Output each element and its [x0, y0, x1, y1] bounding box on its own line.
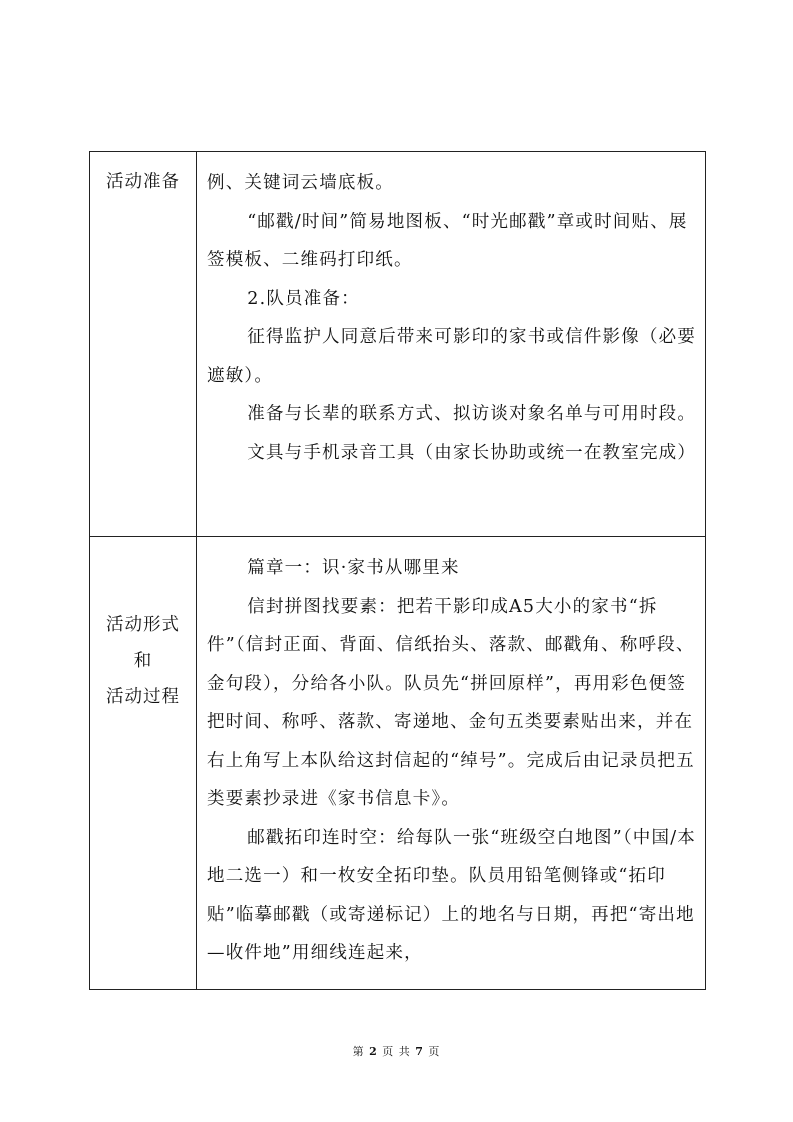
row-label-line: 活动过程 — [106, 687, 180, 707]
page-footer — [0, 1043, 793, 1059]
row-label-cell — [90, 152, 197, 537]
row-label-cell — [90, 537, 197, 990]
paragraph: 例、关键词云墙底板。 — [207, 173, 394, 193]
row-label: 活动准备 — [106, 172, 180, 192]
paragraph: 准备与长辈的联系方式、拟访谈对象名单与可用时段。 — [247, 404, 697, 424]
row-content-cell — [197, 537, 706, 990]
paragraph: “邮戳/时间”简易地图板、“时光邮戳”章或时间贴、展签模板、二维码打印纸。 — [207, 211, 688, 270]
paragraph: 邮戳拓印连时空：给每队一张“班级空白地图”（中国/本地二选一）和一枚安全拓印垫。队员用铅笔侧锋或“拓印贴”临摹邮戳（或寄递标记）上的地名与日期，再把“寄出地—收件地”用细线连起来， — [207, 827, 696, 963]
footer-page-number: 2 — [369, 1045, 378, 1058]
footer-suffix: 页 — [428, 1045, 441, 1058]
row-label-line: 活动形式 — [106, 615, 180, 635]
footer-prefix: 第 — [352, 1045, 365, 1058]
paragraph: 文具与手机录音工具（由家长协助或统一在教室完成） — [247, 442, 697, 463]
footer-middle: 页 共 — [382, 1045, 411, 1058]
paragraph: 信封拼图找要素：把若干影印成A5大小的家书“拆件”（信封正面、背面、信纸抬头、落款、邮戳角、称呼段、金句段），分给各小队。队员先“拼回原样”，再用彩色便签把时间、称呼、落款、寄递地、金句五类要素贴出来，并在右上角写上本队给这封信起的“绰号”。完成后由记录员把五类要素抄录进《家书信息卡》。 — [207, 596, 695, 809]
row-label — [90, 537, 196, 715]
row-content — [197, 537, 705, 973]
row-content-cell — [197, 152, 706, 537]
activity-plan-table — [89, 151, 706, 990]
paragraph: 篇章一：识·家书从哪里来 — [247, 558, 460, 578]
row-content — [197, 152, 705, 472]
footer-total-pages: 7 — [415, 1045, 424, 1058]
paragraph: 征得监护人同意后带来可影印的家书或信件影像（必要遮敏）。 — [207, 327, 697, 386]
table-row — [90, 537, 706, 990]
paragraph: 2.队员准备： — [247, 288, 360, 309]
row-label-line: 和 — [133, 651, 153, 671]
table-row — [90, 152, 706, 537]
